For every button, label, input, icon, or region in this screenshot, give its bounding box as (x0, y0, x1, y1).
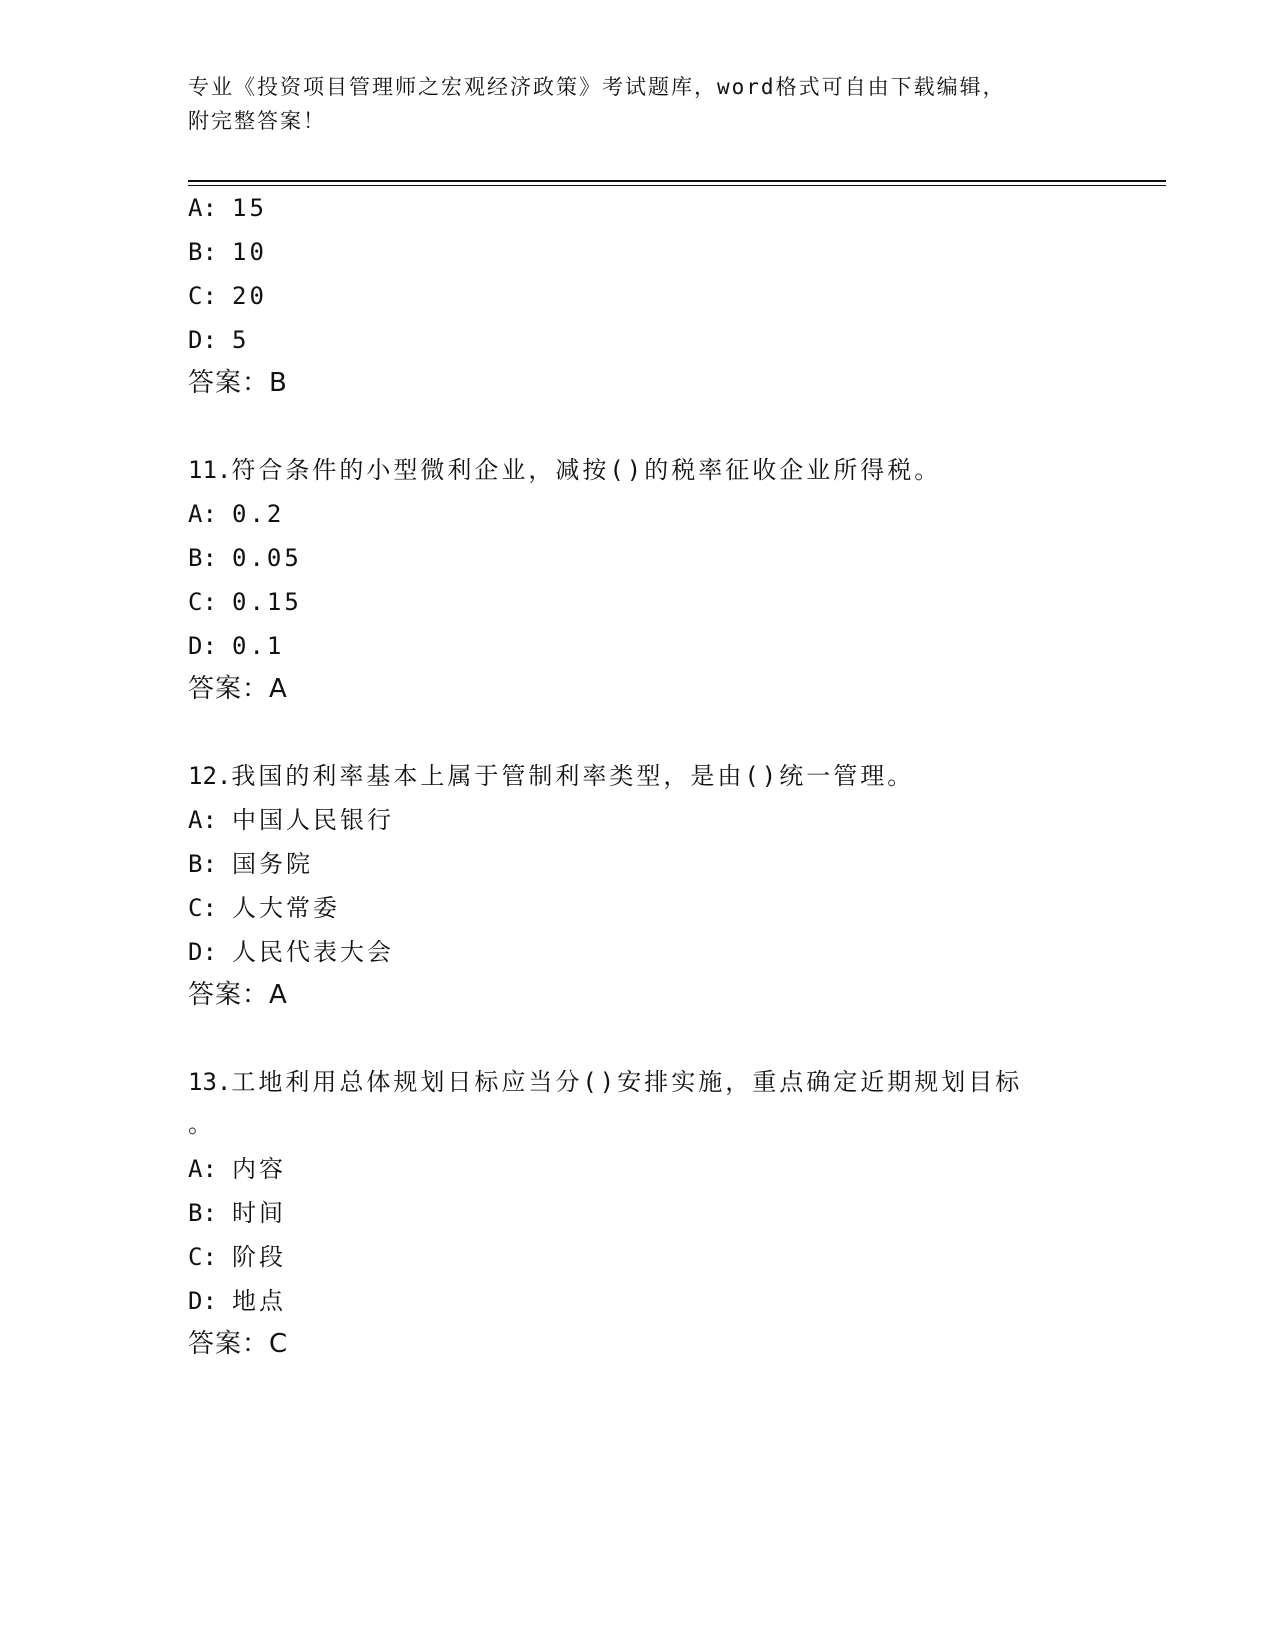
header-rule-thin (188, 185, 1166, 186)
header-line-2: 附完整答案！ (188, 109, 326, 133)
answer-text: 答案：C (188, 1329, 289, 1359)
option-b: B: 0.05 (188, 544, 302, 572)
option-c: C: 人大常委 (188, 894, 340, 922)
answer-text: 答案：A (188, 980, 288, 1010)
option-b: B: 国务院 (188, 850, 313, 878)
option-a: A: 内容 (188, 1155, 286, 1183)
question-13-stem: 13.工地利用总体规划日标应当分()安排实施，重点确定近期规划目标 (188, 1068, 1023, 1096)
header-rule-thick (188, 180, 1166, 182)
question-12-stem: 12.我国的利率基本上属于管制利率类型，是由()统一管理。 (188, 762, 915, 790)
answer-text: 答案：B (188, 368, 288, 398)
option-a: A: 0.2 (188, 500, 285, 528)
option-b: B: 时间 (188, 1199, 286, 1227)
option-d: D: 地点 (188, 1287, 286, 1315)
option-a: A: 中国人民银行 (188, 806, 394, 834)
question-11-stem: 11.符合条件的小型微利企业，减按()的税率征收企业所得税。 (188, 456, 942, 484)
option-d: D: 人民代表大会 (188, 938, 394, 966)
option-d: D: 5 (188, 326, 250, 354)
answer-text: 答案：A (188, 674, 288, 704)
question-13-stem-continued: 。 (188, 1110, 215, 1138)
option-b: B: 10 (188, 238, 267, 266)
document-header (188, 70, 1088, 138)
option-c: C: 阶段 (188, 1243, 286, 1271)
option-c: C: 20 (188, 282, 267, 310)
header-line-1: 专业《投资项目管理师之宏观经济政策》考试题库，word格式可自由下载编辑， (188, 75, 1006, 99)
option-d: D: 0.1 (188, 632, 285, 660)
option-a: A: 15 (188, 194, 267, 222)
option-c: C: 0.15 (188, 588, 302, 616)
